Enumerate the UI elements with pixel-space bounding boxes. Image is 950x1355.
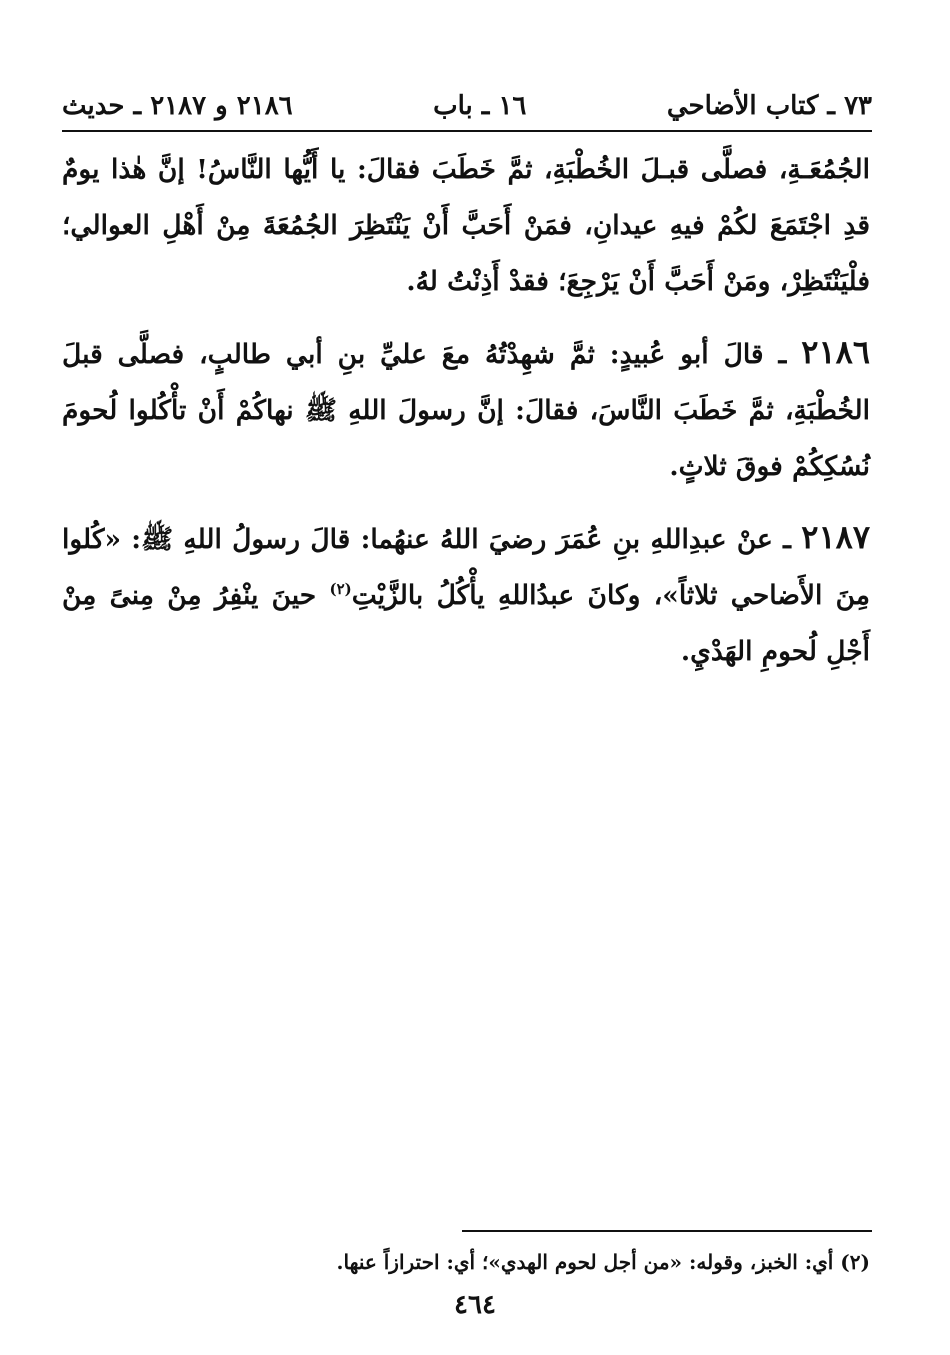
footnote-rule: [462, 1230, 872, 1232]
paragraph-continuation: [62, 142, 870, 310]
hadith-text-continued: حينَ ينْفِرُ مِنْ مِنىً مِنْ أَجْلِ لُحومِ الهَدْيِ.: [62, 580, 870, 667]
hadith-number: ٢١٨٧: [801, 518, 870, 556]
page-number: ٤٦٤: [454, 1290, 496, 1320]
header-section: ١٦ ـ باب: [433, 91, 527, 121]
main-text: [62, 142, 870, 680]
hadith-number: ٢١٨٦: [801, 333, 870, 371]
footnote-marker[interactable]: (٢): [329, 580, 352, 599]
header-chapter: ٧٣ ـ كتاب الأضاحي: [666, 91, 872, 121]
hadith-2187: [62, 509, 870, 680]
paragraph-text: الجُمُعَـةِ، فصلَّى قبـلَ الخُطْبَةِ، ثمَّ خَطَبَ فقالَ: يا أَيُّها النَّاسُ! إنَّ هٰذا يومٌ قدِ اجْتَمَعَ لكُمْ فيهِ عيدانِ، فمَنْ أَحَبَّ أَنْ يَنْتَظِرَ الجُمُعَةَ مِنْ أَهْلِ العوالي؛ فلْيَنْتَظِرْ، ومَنْ أَحَبَّ أَنْ يَرْجِعَ؛ فقدْ أَذِنْتُ لهُ.: [62, 154, 870, 297]
footnote: (٢) أي: الخبز، وقوله: «من أجل لحوم الهدي»؛ أي: احترازاً عنها.: [336, 1250, 870, 1274]
hadith-text: ـ قالَ أبو عُبيدٍ: ثمَّ شهِدْتُهُ معَ عليِّ بنِ أبي طالبٍ، فصلَّى قبلَ الخُطْبَةِ، ثمَّ خَطَبَ النَّاسَ، فقالَ: إنَّ رسولَ اللهِ ﷺ نهاكُمْ أَنْ تأْكُلوا لُحومَ نُسُكِكُمْ فوقَ ثلاثٍ.: [62, 339, 870, 482]
running-header: [62, 86, 872, 126]
hadith-2186: [62, 324, 870, 495]
header-rule: [62, 130, 872, 132]
header-hadith-range: ٢١٨٦ و ٢١٨٧ ـ حديث: [62, 91, 293, 121]
hadith-text: ـ عنْ عبدِاللهِ بنِ عُمَرَ رضيَ اللهُ عنهُما: قالَ رسولُ اللهِ ﷺ: «كُلوا مِنَ الأَضاحي ثلاثاً»، وكانَ عبدُاللهِ يأْكُلُ بالزَّيْتِ: [62, 524, 870, 611]
